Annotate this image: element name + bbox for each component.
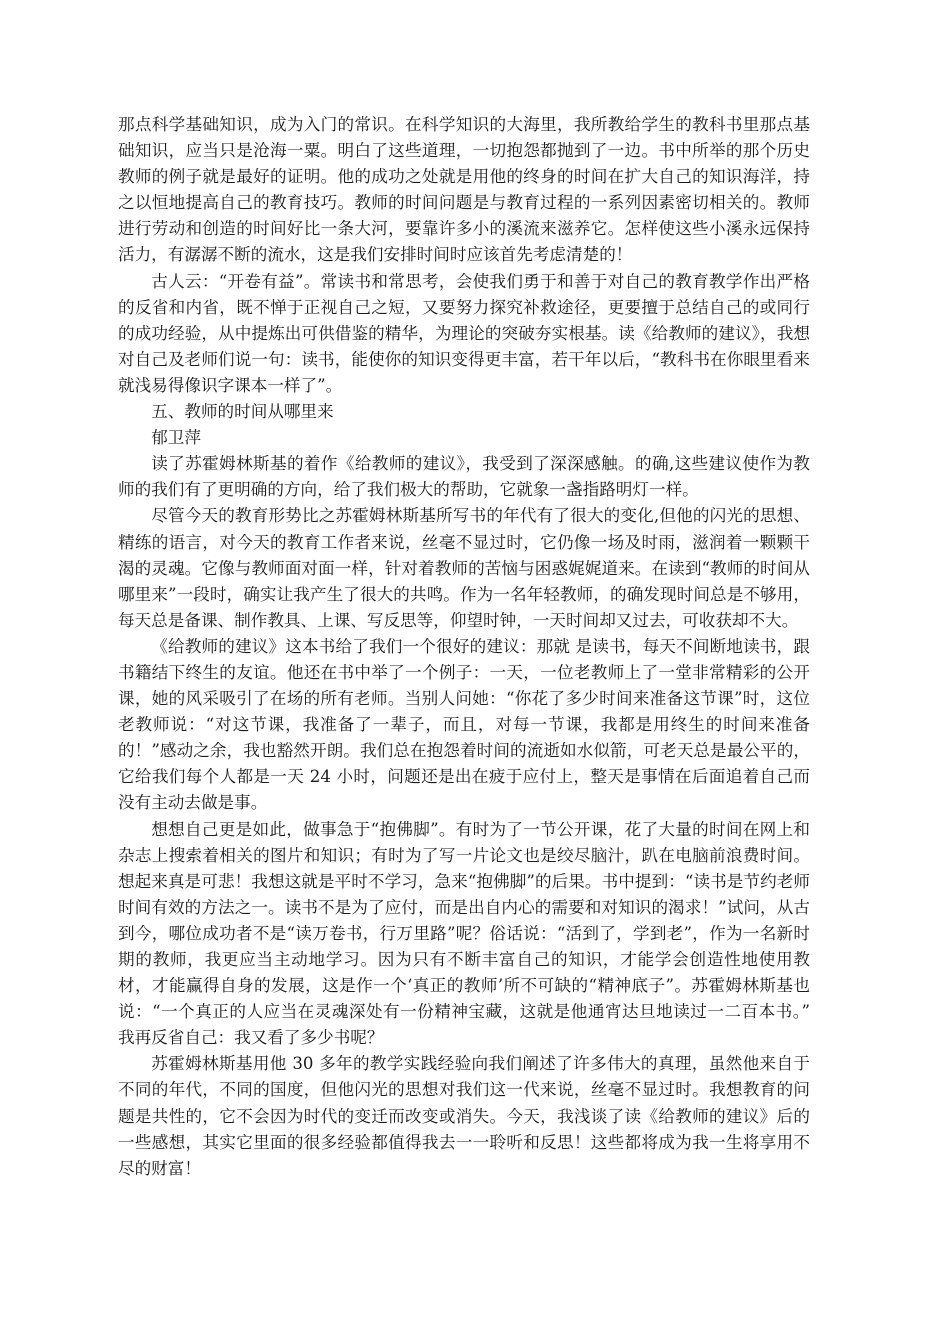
author-name: 郁卫萍 [151,428,201,448]
body-paragraph: 尽管今天的教育形势比之苏霍姆林斯基所写书的年代有了很大的变化,但他的闪光的思想、精练的语言，对今天的教育工作者来说，丝毫不显过时，它仍像一场及时雨，滋润着一颗颗干渴的灵魂。它像与教师面对面一样，针对着教师的苦恼与困惑娓娓道来。在读到“教师的时间从哪里来”一段时，确实让我产生了很大的共鸣。作为一名年轻教师，的确发现时间总是不够用，每天总是备课、制作教具、上课、写反思等，仰望时钟，一天时间却又过去，可收获却不大。 [118,506,810,630]
body-paragraph: 《给教师的建议》这本书给了我们一个很好的建议：那就 是读书，每天不间断地读书，跟书籍结下终生的友谊。他还在书中举了一个例子：一天，一位老教师上了一堂非常精彩的公开课，她的风采吸引了在场的所有老师。当别人问她：“你花了多少时间来准备这节课”时，这位老教师说：“对这节课，我准备了一辈子，而且，对每一节课，我都是用终生的时间来准备的！”感动之余，我也豁然开朗。我们总在抱怨着时间的流逝如水似箭，可老天总是最公平的，它给我们每个人都是一天 24 小时，问题还是出在疲于应付上，整天是事情在后面追着自己而没有主动去做是事。 [118,636,810,813]
body-paragraph: 那点科学基础知识，成为入门的常识。在科学知识的大海里，我所教给学生的教科书里那点基础知识，应当只是沧海一粟。明白了这些道理，一切抱怨都抛到了一边。书中所举的那个历史教师的例子就是最好的证明。他的成功之处就是用他的终身的时间在扩大自己的知识海洋，持之以恒地提高自己的教育技巧。教师的时间问题是与教育过程的一系列因素密切相关的。教师进行劳动和创造的时间好比一条大河，要靠许多小的溪流来滋养它。怎样使这些小溪永远保持活力，有潺潺不断的流水，这是我们安排时间时应该首先考虑清楚的！ [118,115,810,265]
body-paragraph: 读了苏霍姆林斯基的着作《给教师的建议》，我受到了深深感触。的确,这些建议使作为教师的我们有了更明确的方向，给了我们极大的帮助，它就象一盏指路明灯一样。 [118,454,810,500]
body-paragraph: 古人云：“开卷有益”。常读书和常思考，会使我们勇于和善于对自己的教育教学作出严格的反省和内省，既不惮于正视自己之短，又要努力探究补救途径，更要擅于总结自己的或同行的成功经验，从中提炼出可供借鉴的精华，为理论的突破夯实根基。读《给教师的建议》，我想对自己及老师们说一句：读书，能使你的知识变得更丰富，若干年以后，“教科书在你眼里看来就浅易得像识字课本一样了”。 [118,271,810,395]
section-heading: 五、教师的时间从哪里来 [151,402,334,422]
body-paragraph: 苏霍姆林斯基用他 30 多年的教学实践经验向我们阐述了许多伟大的真理，虽然他来自于不同的年代，不同的国度，但他闪光的思想对我们这一代来说，丝毫不显过时。我想教育的问题是共性的，它不会因为时代的变迁而改变或消失。今天，我浅谈了读《给教师的建议》后的一些感想，其实它里面的很多经验都值得我去一一聆听和反思！这些都将成为我一生将享用不尽的财富！ [118,1054,810,1178]
body-paragraph: 想想自己更是如此，做事急于“抱佛脚”。有时为了一节公开课，花了大量的时间在网上和杂志上搜索着相关的图片和知识；有时为了写一片论文也是绞尽脑汁，趴在电脑前浪费时间。想起来真是可悲！我想这就是平时不学习，急来“抱佛脚”的后果。书中提到：“读书是节约老师时间有效的方法之一。读书不是为了应付，而是出自内心的需要和对知识的渴求！”试问，从古到今，哪位成功者不是“读万卷书，行万里路”呢？俗话说：“活到了，学到老”，作为一名新时期的教师，我更应当主动地学习。因为只有不断丰富自己的知识，才能学会创造性地使用教材，才能赢得自身的发展，这是作一个‘真正的教师’所不可缺的“精神底子”。苏霍姆林斯基也说：“一个真正的人应当在灵魂深处有一份精神宝藏，这就是他通宵达旦地读过一二百本书。” 我再反省自己：我又看了多少书呢？ [118,819,810,1048]
document-page [118,112,810,1182]
